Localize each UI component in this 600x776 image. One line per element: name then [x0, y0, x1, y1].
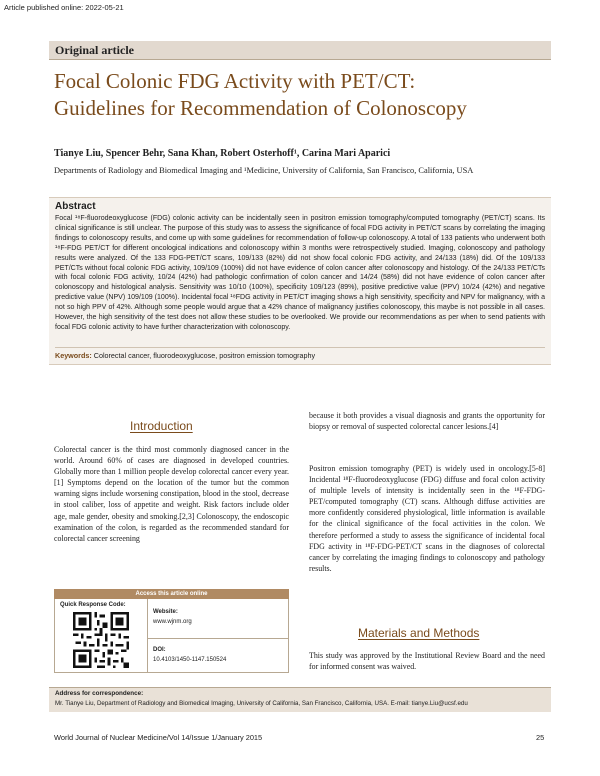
keywords-divider [55, 347, 545, 348]
introduction-heading: Introduction [130, 419, 193, 433]
keywords-text: Colorectal cancer, fluorodeoxyglucose, positron emission tomography [93, 351, 316, 360]
article-title [54, 68, 554, 122]
page-number: 25 [536, 733, 545, 742]
correspondence-text: Mr. Tianye Liu, Department of Radiology and Biomedical Imaging, University of California, San Francisco, California, USA. E-mail: tianye.Liu@ucsf.edu [55, 700, 468, 707]
publication-note: Article published online: 2022-05-21 [4, 3, 124, 12]
article-type-banner: Original article [49, 41, 551, 60]
title-line-1: Focal Colonic FDG Activity with PET/CT: [54, 69, 416, 93]
doi-link[interactable]: 10.4103/1450-1147.150524 [153, 657, 227, 663]
keywords-label: Keywords: [55, 351, 92, 360]
journal-footer: World Journal of Nuclear Medicine/Vol 14/Issue 1/January 2015 [54, 733, 263, 742]
access-box-divider-vertical [147, 599, 148, 673]
abstract-heading: Abstract [55, 201, 96, 212]
methods-heading: Materials and Methods [358, 626, 480, 640]
author-list: Tianye Liu, Spencer Behr, Sana Khan, Robert Osterhoff¹, Carina Mari Aparici [54, 148, 391, 159]
title-line-2: Guidelines for Recommendation of Colonoscopy [54, 96, 467, 120]
introduction-paragraph-1: Colorectal cancer is the third most commonly diagnosed cancer in the world. Around 60% of cases are diagnosed in developed countries. Globally more than 1 million people develop colorectal cancer every year.[1] Symptoms depend on the location of the tumor but the common warning signs include worsening constipation, blood in the stool, decrease in stool caliber, loss of appetite and weight. Risk factors include older age, male gender, obesity and smoking.[2,3] Colonoscopy, the endoscopic examination of the colon, is regarded as the recommended standard for colorectal cancer screening [54, 445, 289, 543]
keywords [55, 351, 315, 360]
access-box-header: Access this article online [54, 589, 289, 599]
qr-code-icon[interactable] [73, 612, 129, 668]
doi-label: DOI: [153, 647, 166, 653]
introduction-paragraph-3: Positron emission tomography (PET) is widely used in oncology.[5-8] Incidental ¹⁸F-fluorodeoxyglucose (FDG) diffuse and focal colon activity of multiple levels of intensity is incidentally seen in the ¹⁸F-FDG-PET/computed tomography (CT) scans. Although diffuse activities are more confidently considered physiological, little information is available for the clinical significance of the focal activities in the colon. We therefore performed a study to assess the significance of incidental focal FDG activity in ¹⁸F-FDG-PET/CT scans in the diagnoses of colorectal cancer by correlating the imaging findings to colonoscopy and pathology results. [309, 464, 545, 573]
correspondence-heading: Address for correspondence: [55, 690, 144, 697]
access-box-divider-horizontal [147, 638, 289, 639]
website-label: Website: [153, 609, 178, 615]
introduction-paragraph-2: because it both provides a visual diagnosis and grants the opportunity for biopsy or removal of suspected colorectal cancer lesions.[4] [309, 411, 545, 432]
abstract-body: Focal ¹⁸F-fluorodeoxyglucose (FDG) colonic activity can be incidentally seen in positron emission tomography/computed tomography (PET/CT) scans. Its clinical significance is still unclear. The purpose of this study was to assess the significance of focal FDG activity in PET/CT scans by correlating the imaging findings to colonoscopy results, and come up with some guidelines for recommendation of follow-up colonoscopy. A total of 133 patients who underwent both ¹⁸F-FDG PET/CT for different oncological indications and colonoscopy within 3 months were retrospectively studied. Imaging, colonoscopy and pathology results were analyzed. Of the 133 FDG-PET/CT scans, 109/133 (82%) did not show focal colonic FDG activity, and 24/133 (18%) did. Of the 109/133 PET/CTs without focal colonic FDG activity, 109/109 (100%) did not have evidence of colon cancer after colonoscopy and histology. Of the 24/133 PET/CTs with focal colonic FDG activity, 10/24 (42%) had pathologic confirmation of colon cancer and 14/24 (58%) did not have evidence of colon cancer after colonoscopy and histological analysis. Sensitivity was 10/10 (100%), specificity 109/123 (89%), positive predictive value (PPV) 10/24 (42%) and negative predictive value (NPV) 109/109 (100%). Incidental focal ¹⁸FDG activity in PET/CT imaging shows a high sensitivity, specificity and NPV for malignancy, with a not so high PPV of 42%. Although some people would argue that a 42% chance of malignancy justifies colonoscopy, this maybe is not possible in all cases. However, the high sensitivity of the test does not allow these studies to be overlooked. We provide our recommendations as per when to send patients with focal FDG colonic activity to have further characterization with colonoscopy. [55, 215, 545, 331]
affiliation: Departments of Radiology and Biomedical Imaging and ¹Medicine, University of California, San Francisco, California, USA [54, 166, 474, 175]
qr-code-label: Quick Response Code: [60, 602, 126, 608]
website-link[interactable]: www.wjnm.org [153, 619, 192, 625]
methods-paragraph-1: This study was approved by the Institutional Review Board and the need for informed consent was waived. [309, 651, 545, 672]
